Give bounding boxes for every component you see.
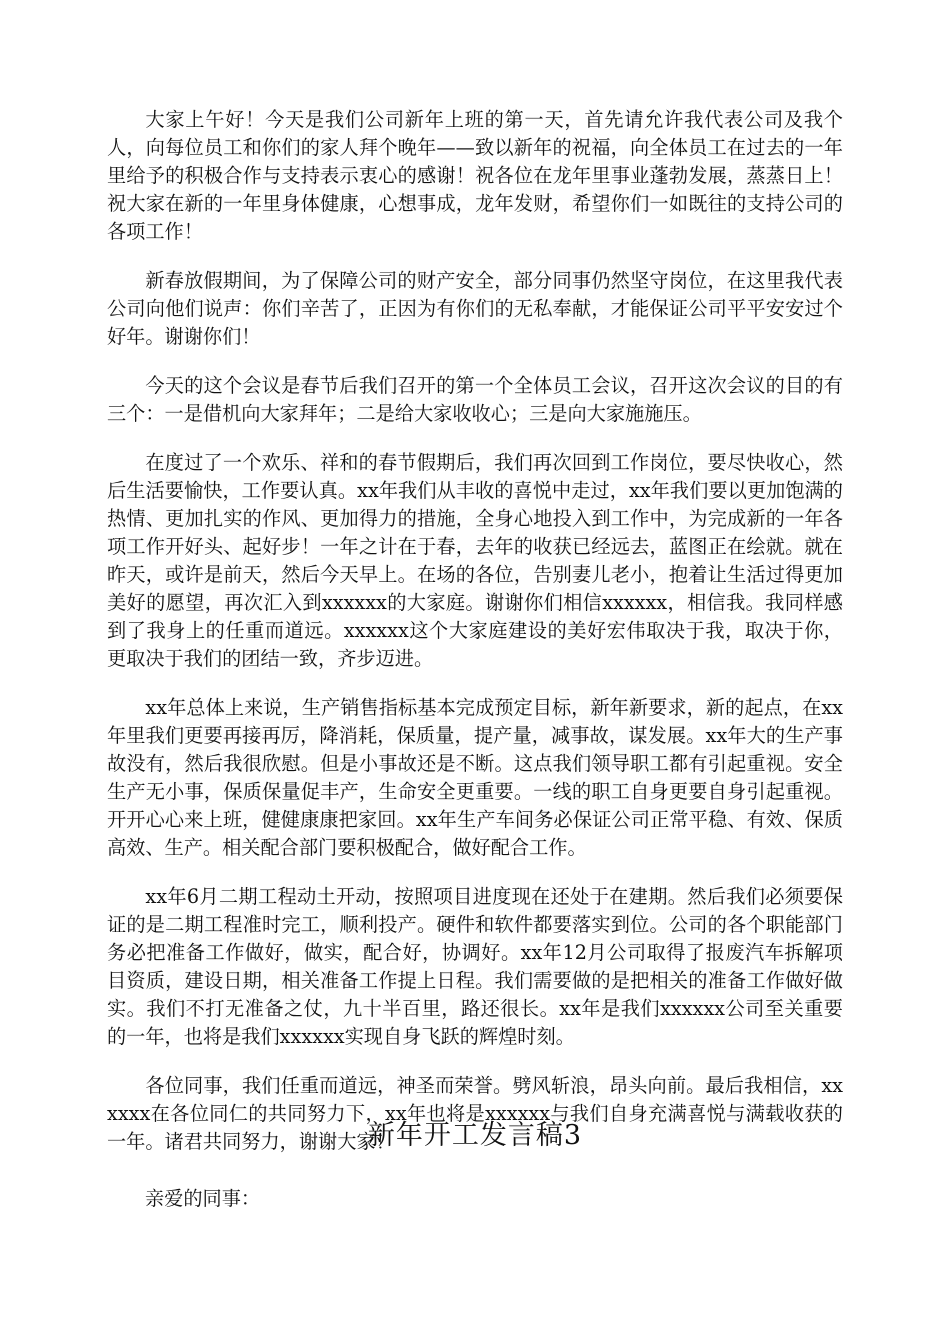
paragraph-phase-two-project: xx年6月二期工程动土开动，按照项目进度现在还处于在建期。然后我们必须要保证的是二期工程准时完工，顺利投产。硬件和软件都要落实到位。公司的各个职能部门务必把准备工作做好，做实，配合好，协调好。xx年12月公司取得了报废汽车拆解项目资质，建设日期，相关准备工作提上日程。我们需要做的是把相关的准备工作做好做实。我们不打无准备之仗，九十半百里，路还很长。xx年是我们xxxxxx公司至关重要的一年，也将是我们xxxxxx实现自身飞跃的辉煌时刻。 xyxy=(107,885,843,1048)
paragraph-greeting: 大家上午好！今天是我们公司新年上班的第一天，首先请允许我代表公司及我个人，向每位员工和你们的家人拜个晚年——致以新年的祝福，向全体员工在过去的一年里给予的积极合作与支持表示衷心的感谢！祝各位在龙年里事业蓬勃发展，蒸蒸日上！祝大家在新的一年里身体健康，心想事成，龙年发财，希望你们一如既往的支持公司的各项工作！ xyxy=(107,108,843,243)
section-heading: 新年开工发言稿3 xyxy=(367,1120,583,1151)
paragraph-back-to-work: 在度过了一个欢乐、祥和的春节假期后，我们再次回到工作岗位，要尽快收心，然后生活要愉快，工作要认真。xx年我们从丰收的喜悦中走过，xx年我们要以更加饱满的热情、更加扎实的作风、更加得力的措施，全身心地投入到工作中，为完成新的一年各项工作开好头、起好步！一年之计在于春，去年的收获已经远去，蓝图正在绘就。就在昨天，或许是前天，然后今天早上。在场的各位，告别妻儿老小，抱着让生活过得更加美好的愿望，再次汇入到xxxxxx的大家庭。谢谢你们相信xxxxxx，相信我。我同样感到了我身上的任重而道远。xxxxxx这个大家庭建设的美好宏伟取决于我，取决于你，更取决于我们的团结一致，齐步迈进。 xyxy=(107,451,843,670)
paragraph-holiday-thanks: 新春放假期间，为了保障公司的财产安全，部分同事仍然坚守岗位，在这里我代表公司向他们说声：你们辛苦了，正因为有你们的无私奉献，才能保证公司平平安安过个好年。谢谢你们！ xyxy=(107,269,843,348)
document-page xyxy=(107,106,843,1210)
paragraph-production-summary: xx年总体上来说，生产销售指标基本完成预定目标，新年新要求，新的起点，在xx年里我们更要再接再厉，降消耗，保质量，提产量，减事故，谋发展。xx年大的生产事故没有，然后我很欣慰。但是小事故还是不断。这点我们领导职工都有引起重视。安全生产无小事，保质保量促丰产，生命安全更重要。一线的职工自身更要自身引起重视。开开心心来上班，健健康康把家回。xx年生产车间务必保证公司正常平稳、有效、保质高效、生产。相关配合部门要积极配合，做好配合工作。 xyxy=(107,696,843,859)
paragraph-closing: 各位同事，我们任重而道远，神圣而荣誉。劈风斩浪，昂头向前。最后我相信，xxxxxx在各位同仁的共同努力下，xx年也将是xxxxxx与我们自身充满喜悦与满载收获的一年。诸君共同努力，谢谢大家！ xyxy=(107,1074,843,1153)
salutation: 亲爱的同事： xyxy=(145,1187,261,1210)
paragraph-meeting-purpose: 今天的这个会议是春节后我们召开的第一个全体员工会议，召开这次会议的目的有三个：一是借机向大家拜年；二是给大家收收心；三是向大家施施压。 xyxy=(107,374,843,425)
